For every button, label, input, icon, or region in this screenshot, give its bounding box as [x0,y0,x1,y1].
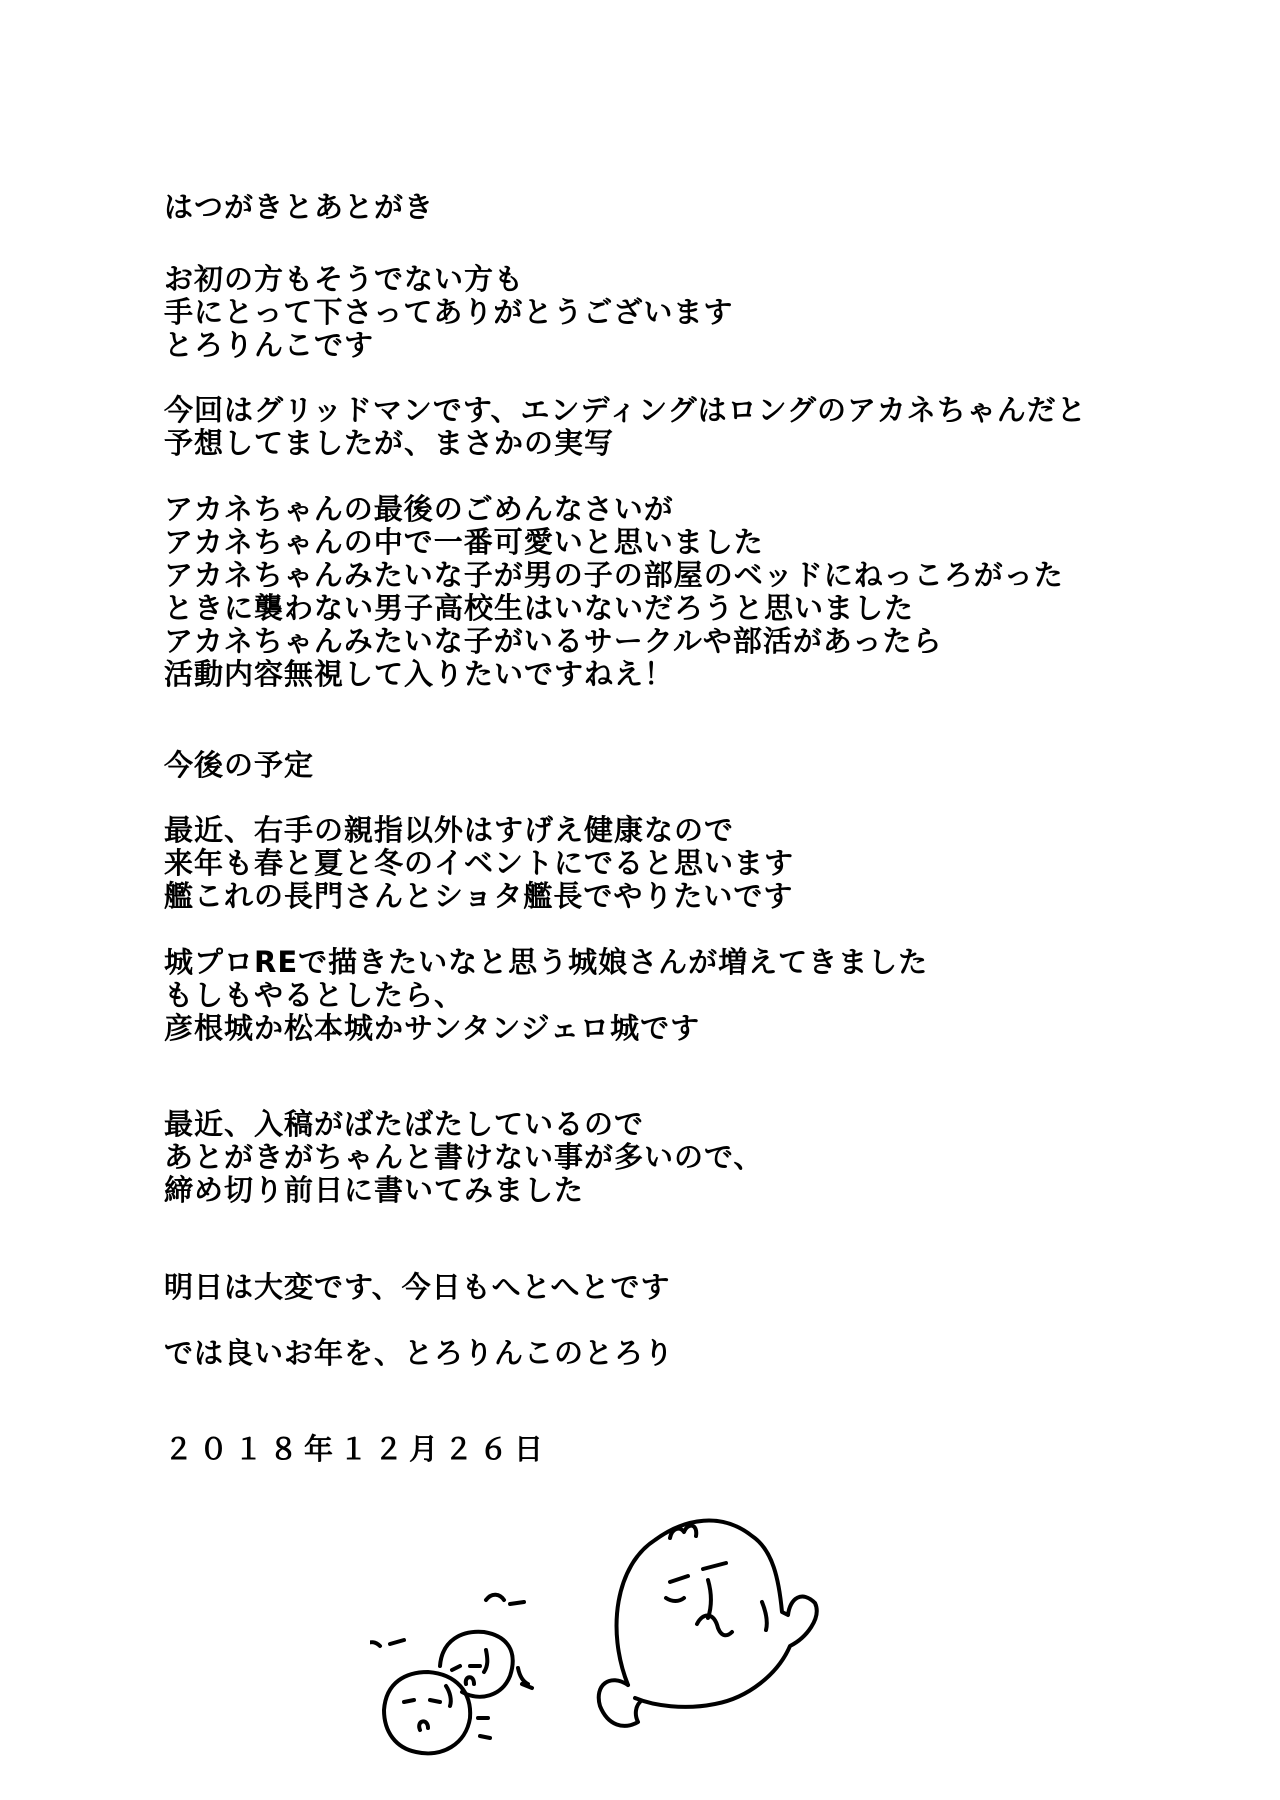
paragraph-4-line-2: 来年も春と夏と冬のイベントにでると思います [164,846,795,880]
paragraph-4-line-3: 艦これの長門さんとショタ艦長でやりたいです [164,879,794,913]
paragraph-3-line-5: アカネちゃんみたいな子がいるサークルや部活があったら [164,624,943,658]
paragraph-7: 明日は大変です、今日もへとへとです [164,1270,671,1304]
paragraph-8: では良いお年を、とろりんこのとろり [164,1336,675,1370]
paragraph-3-line-6: 活動内容無視して入りたいですねえ！ [164,657,675,691]
paragraph-2-line-1: 今回はグリッドマンです、エンディングはロングのアカネちゃんだと [164,393,1087,427]
large-mascot-figure [599,1521,817,1726]
intro-line-1: お初の方もそうでない方も [164,262,525,296]
paragraph-5-line-3: 彦根城か松本城かサンタンジェロ城です [164,1011,701,1045]
paragraph-5-line-1: 城プロREで描きたいなと思う城娘さんが増えてきました [164,945,929,979]
paragraph-5-line-2: もしもやるとしたら、 [164,978,465,1012]
intro-line-3: とろりんこです [164,328,375,362]
date-line: ２０１８年１２月２６日 [164,1432,550,1466]
paragraph-2-line-2: 予想してましたが、まさかの実写 [164,426,615,460]
paragraph-6-line-1: 最近、入稿がばたばたしているので [164,1107,645,1141]
paragraph-3-line-3: アカネちゃんみたいな子が男の子の部屋のベッドにねっころがった [164,558,1064,592]
paragraph-6-line-2: あとがきがちゃんと書けない事が多いので、 [164,1140,764,1174]
paragraph-4-line-1: 最近、右手の親指以外はすげえ健康なので [164,813,735,847]
paragraph-3-line-2: アカネちゃんの中で一番可愛いと思いました [164,525,764,559]
section-heading: 今後の予定 [164,748,315,782]
paragraph-3-line-1: アカネちゃんの最後のごめんなさいが [164,492,674,526]
mascot-doodle-illustration [370,1470,850,1790]
paragraph-3-line-4: ときに襲わない男子高校生はいないだろうと思いました [164,591,915,625]
intro-line-2: 手にとって下さってありがとうございます [164,295,734,329]
page-title: はつがきとあとがき [164,190,435,224]
paragraph-6-line-3: 締め切り前日に書いてみました [164,1173,585,1207]
